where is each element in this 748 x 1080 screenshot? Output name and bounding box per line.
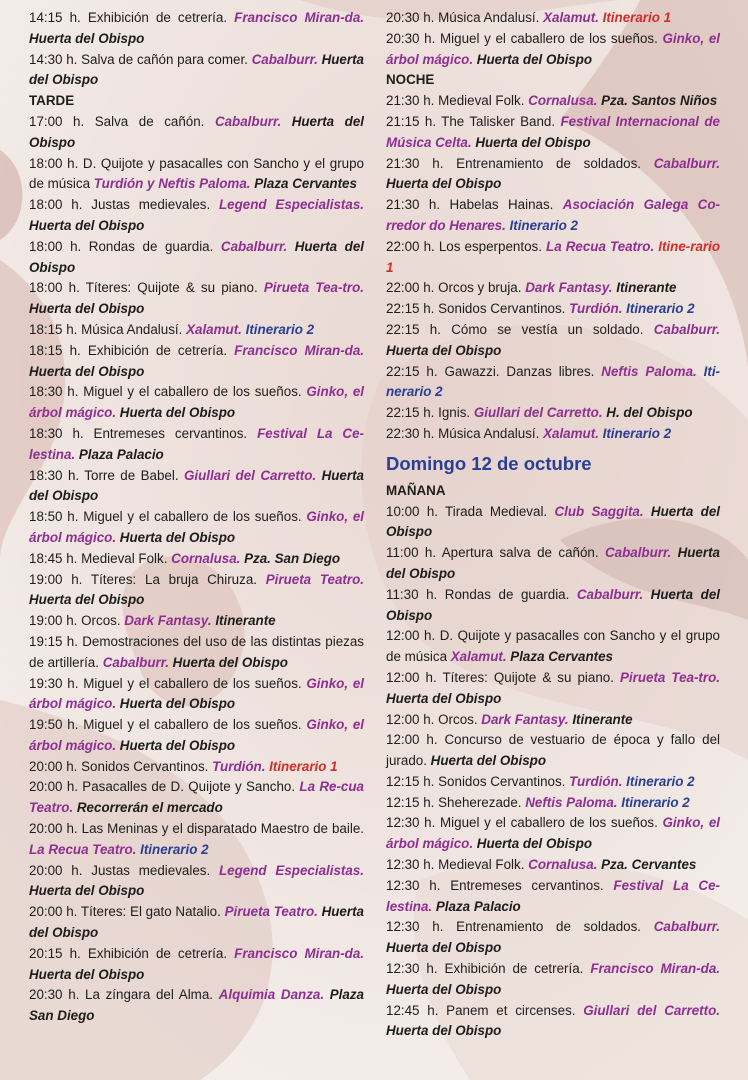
venue: Huerta del Obispo [168,654,288,670]
performer-group: Ginko, el árbol mágico. [386,30,720,67]
performer-group: Giullari del Carretto. [473,405,603,421]
venue: Huerta del Obispo [386,342,502,358]
schedule-entry [29,902,364,944]
venue: Huerta del Obispo [386,940,502,956]
schedule-entry [29,112,364,154]
venue: Huerta del Obispo [473,836,593,852]
route-itinerary: Itinerario 1 [265,758,338,774]
event-time-title: 12:30 h. Medieval Folk. [386,857,529,873]
venue: Itinerante [211,613,276,629]
schedule-entry [29,674,364,716]
venue: Huerta del Obispo [29,30,145,46]
schedule-entry [386,29,720,71]
event-time-title: 21:30 h. Habelas Hainas. [386,197,563,213]
schedule-entry [29,985,364,1027]
event-time-title: 20:15 h. Exhibición de cetrería. [29,945,235,961]
event-time-title: 19:50 h. Miguel y el caballero de los sueños. [29,717,307,733]
schedule-entry [29,944,364,986]
day-heading: Domingo 12 de octubre [386,452,592,474]
route-itinerary: Itinerario 2 [598,425,672,441]
performer-group: Cornalusa. [171,550,241,566]
performer-group: Cabalburr. [214,113,282,129]
event-time-title: 21:15 h. The Talisker Band. [386,113,561,129]
performer-group: La Recua Teatro. [546,238,655,254]
performer-group: Festival La Ce-lestina. [29,425,365,462]
event-time-title: 11:30 h. Rondas de guardia. [386,586,577,602]
event-time-title: 10:00 h. Tirada Medieval. [386,503,555,519]
schedule-entry [29,549,364,570]
venue: Huerta del Obispo [386,176,502,192]
event-time-title: 12:00 h. Concurso de vestuario de época y fallo del jurado. [386,732,720,769]
performer-group: Festival La Ce-lestina. [386,877,720,914]
performer-group: Ginko, el árbol mágico. [29,509,364,545]
venue: Huerta del Obispo [116,529,236,545]
venue: Huerta del Obispo [116,405,236,421]
route-itinerary: Itinerario 2 [241,321,315,337]
event-time-title: 18:50 h. Miguel y el caballero de los sueños. [29,509,307,525]
event-time-title: 12:00 h. Títeres: Quijote & su piano. [386,669,620,685]
venue: Huerta del Obispo [29,301,145,317]
event-time-title: 20:00 h. Sonidos Cervantinos. [29,758,213,774]
schedule-entry [386,278,720,299]
event-time-title: 20:30 h. Miguel y el caballero de los sueños. [386,30,663,46]
performer-group: Cornalusa. [528,857,598,873]
venue: Plaza Palacio [432,898,521,914]
schedule-entry [386,237,720,279]
performer-group: Cabalburr. [653,321,720,337]
venue: Huerta del Obispo [29,592,145,608]
event-time-title: 18:00 h. D. Quijote y pasacalles con Sancho y el grupo de música [29,155,364,192]
performer-group: Giullari del Carretto. [583,1002,720,1018]
route-itinerary: Iti-nerario 2 [386,363,720,400]
route-itinerary: Itinerario 2 [622,301,695,317]
performer-group: Xalamut. [450,649,507,665]
venue: Huerta del Obispo [116,737,236,753]
schedule-entry [386,730,720,772]
schedule-entry [29,632,364,674]
event-time-title: 22:15 h. Cómo se vestía un soldado. [386,321,654,337]
event-time-title: 19:00 h. Títeres: La bruja Chiruza. [29,571,266,587]
schedule-entry [29,424,364,466]
event-time-title: 12:45 h. Panem et circenses. [386,1002,584,1018]
event-time-title: 22:15 h. Sonidos Cervantinos. [386,301,570,317]
event-time-title: 18:30 h. Entremeses cervantinos. [29,425,258,441]
schedule-entry [29,466,364,508]
section-heading: MAÑANA [386,482,446,498]
schedule-entry [386,959,720,1001]
venue: Huerta del Obispo [29,904,365,941]
schedule-entry [386,424,720,445]
venue: Plaza Cervantes [506,649,614,665]
schedule-entry [29,611,364,632]
schedule-column-right [386,8,720,1042]
event-time-title: 17:00 h. Salva de cañón. [29,113,215,129]
venue: Huerta del Obispo [473,51,593,67]
event-time-title: 21:30 h. Medieval Folk. [386,93,529,109]
performer-group: Pirueta Teatro. [224,904,318,920]
venue: Huerta del Obispo [386,690,502,706]
venue: Huerta del Obispo [116,696,236,712]
venue: Plaza Cervantes [250,176,357,192]
schedule-entry [29,320,364,341]
venue: Pza. Cervantes [597,857,697,873]
performer-group: Giullari del Carretto. [183,467,317,483]
route-itinerary: Itinerario 2 [617,794,690,810]
venue: Huerta del Obispo [29,467,364,504]
schedule-entry [386,502,720,544]
performer-group: Club Saggita. [554,503,644,519]
schedule-entry [386,772,720,793]
performer-group: Turdión. [569,301,623,317]
schedule-entry [386,876,720,918]
schedule-entry [386,793,720,814]
performer-group: Alquimia Danza. [218,987,325,1003]
performer-group: Dark Fantasy. [525,280,613,296]
performer-group: Pirueta Tea-tro. [263,280,364,296]
schedule-entry [386,91,720,112]
event-time-title: 18:15 h. Exhibición de cetrería. [29,342,235,358]
event-time-title: 12:00 h. Orcos. [386,711,482,727]
schedule-entry [386,813,720,855]
performer-group: La Recua Teatro. [29,841,137,857]
schedule-entry [29,237,364,279]
venue: Huerta del Obispo [29,51,364,88]
performer-group: Legend Especialistas. [219,862,364,878]
event-time-title: 20:00 h. Pasacalles de D. Quijote y Sancho. [29,779,300,795]
venue: Huerta del Obispo [386,586,720,623]
section-heading: TARDE [29,93,75,109]
schedule-entry [29,757,364,778]
performer-group: Francisco Miran-da. [590,961,721,977]
event-time-title: 12:30 h. Exhibición de cetrería. [386,961,591,977]
route-itinerary: Itinerario 1 [598,10,672,25]
event-time-title: 18:00 h. Títeres: Quijote & su piano. [29,280,264,296]
schedule-entry [386,855,720,876]
event-time-title: 18:00 h. Rondas de guardia. [29,238,221,254]
performer-group: Legend Especialistas. [219,197,364,213]
performer-group: Xalamut. [543,425,599,441]
event-time-title: 20:30 h. La zíngara del Alma. [29,987,219,1003]
schedule-entry [386,1001,720,1043]
event-time-title: 14:30 h. Salva de cañón para comer. [29,51,252,67]
venue: Plaza San Diego [29,987,364,1024]
section-heading: NOCHE [386,72,435,88]
schedule-entry [29,154,364,196]
schedule-entry [386,362,720,404]
schedule-entry [29,777,364,819]
venue: Huerta del Obispo [29,966,145,982]
venue: Huerta del Obispo [29,363,145,379]
performer-group: Cornalusa. [528,93,598,109]
schedule-entry [386,299,720,320]
event-time-title: 22:30 h. Música Andalusí. [386,425,544,441]
event-time-title: 12:30 h. Entremeses cervantinos. [386,877,614,893]
route-itinerary: Itinerario 2 [136,841,209,857]
venue: Itinerante [612,280,677,296]
schedule-entry [386,112,720,154]
venue: Itinerante [568,711,633,727]
schedule-column-left [29,8,364,1027]
schedule-entry [386,917,720,959]
performer-group: Cabalburr. [220,238,288,254]
performer-group: Xalamut. [186,321,242,337]
event-time-title: 22:15 h. Ignis. [386,405,474,421]
performer-group: Turdión. [212,758,266,774]
event-time-title: 20:00 h. Las Meninas y el disparatado Maestro de baile. [29,821,364,837]
performer-group: Francisco Miran-da. [234,945,365,961]
performer-group: Cabalburr. [653,919,720,935]
schedule-entry [386,668,720,710]
route-itinerary: Itinerario 2 [622,773,695,789]
performer-group: Xalamut. [543,10,599,25]
venue: Huerta del Obispo [29,217,145,233]
performer-group: Ginko, el árbol mágico. [29,384,364,421]
performer-group: Turdión. [569,773,623,789]
event-time-title: 19:15 h. Demostraciones del uso de las distintas piezas de artillería. [29,633,364,670]
event-time-title: 22:15 h. Gawazzi. Danzas libres. [386,363,602,379]
event-time-title: 20:00 h. Justas medievales. [29,862,219,878]
performer-group: Festival Internacional de Música Celta. [386,113,720,150]
event-time-title: 19:00 h. Orcos. [29,613,125,629]
schedule-entry [29,195,364,237]
venue: Huerta del Obispo [386,545,721,581]
performer-group: La Re-cua Teatro. [29,779,365,816]
venue: Huerta del Obispo [29,238,365,275]
performer-group: Cabalburr. [102,654,169,670]
performer-group: Dark Fantasy. [481,711,569,727]
event-time-title: 18:15 h. Música Andalusí. [29,321,187,337]
schedule-entry [386,710,720,731]
schedule-entry [386,585,720,627]
schedule-entry [29,8,364,50]
performer-group: Neftis Paloma. [525,794,618,810]
schedule-entry [386,8,720,29]
schedule-entry [29,819,364,861]
venue: Huerta del Obispo [29,883,145,899]
event-time-title: 18:30 h. Torre de Babel. [29,467,184,483]
schedule-entry [386,626,720,668]
schedule-entry [386,154,720,196]
event-time-title: 12:15 h. Sheherezade. [386,794,526,810]
performer-group: Asociación Galega Co-rredor do Henares. [386,197,720,233]
performer-group: Neftis Paloma. [601,363,697,379]
performer-group: Ginko, el árbol mágico. [29,675,364,712]
performer-group: Pirueta Teatro. [265,571,364,587]
venue: Huerta del Obispo [29,113,364,150]
event-time-title: 18:00 h. Justas medievales. [29,197,219,213]
event-time-title: 12:00 h. D. Quijote y pasacalles con Sancho y el grupo de música [386,628,720,665]
performer-group: Dark Fantasy. [124,613,212,629]
event-time-title: 20:00 h. Títeres: El gato Natalio. [29,904,225,920]
performer-group: Cabalburr. [576,586,644,602]
event-time-title: 18:45 h. Medieval Folk. [29,550,172,566]
route-itinerary: Itinerario 2 [505,217,578,233]
performer-group: Turdión y Neftis Paloma. [93,176,251,192]
event-time-title: 19:30 h. Miguel y el caballero de los sueños. [29,675,307,691]
schedule-entry [29,50,364,92]
performer-group: Ginko, el árbol mágico. [29,717,364,753]
venue: H. del Obispo [602,405,693,421]
venue: Plaza Palacio [75,446,164,462]
venue: Pza. Santos Niños [597,93,718,109]
schedule-entry [29,382,364,424]
schedule-entry [29,278,364,320]
event-time-title: 12:15 h. Sonidos Cervantinos. [386,773,570,789]
venue: Recorrerán el mercado [73,800,223,816]
venue: Huerta del Obispo [386,981,502,997]
event-time-title: 12:30 h. Entrenamiento de soldados. [386,919,654,935]
event-time-title: 22:00 h. Los esperpentos. [386,238,547,254]
performer-group: Ginko, el árbol mágico. [386,815,720,852]
schedule-entry [29,507,364,549]
venue: Huerta del Obispo [471,134,591,150]
schedule-entry [29,570,364,612]
performer-group: Cabalburr. [604,545,672,561]
performer-group: Cabalburr. [251,51,318,67]
event-time-title: 20:30 h. Música Andalusí. [386,10,544,25]
venue: Huerta del Obispo [386,503,720,540]
performer-group: Pirueta Tea-tro. [619,669,720,685]
performer-group: Francisco Miran-da. [234,342,365,358]
performer-group: Cabalburr. [653,155,720,171]
event-time-title: 11:00 h. Apertura salva de cañón. [386,545,605,561]
schedule-entry [29,861,364,903]
event-time-title: 18:30 h. Miguel y el caballero de los sueños. [29,384,307,400]
schedule-entry [386,320,720,362]
schedule-entry [29,715,364,757]
schedule-entry [29,341,364,383]
schedule-entry [386,403,720,424]
venue: Pza. San Diego [240,550,341,566]
route-itinerary: Itine-rario 1 [386,238,721,275]
venue: Huerta del Obispo [426,753,546,769]
venue: Huerta del Obispo [386,1023,502,1039]
schedule-entry [386,543,720,585]
performer-group: Francisco Miran-da. [234,10,365,25]
schedule-entry [386,195,720,237]
event-time-title: 21:30 h. Entrenamiento de soldados. [386,155,654,171]
event-time-title: 22:00 h. Orcos y bruja. [386,280,526,296]
event-time-title: 14:15 h. Exhibición de cetrería. [29,10,235,25]
event-time-title: 12:30 h. Miguel y el caballero de los sueños. [386,815,663,831]
